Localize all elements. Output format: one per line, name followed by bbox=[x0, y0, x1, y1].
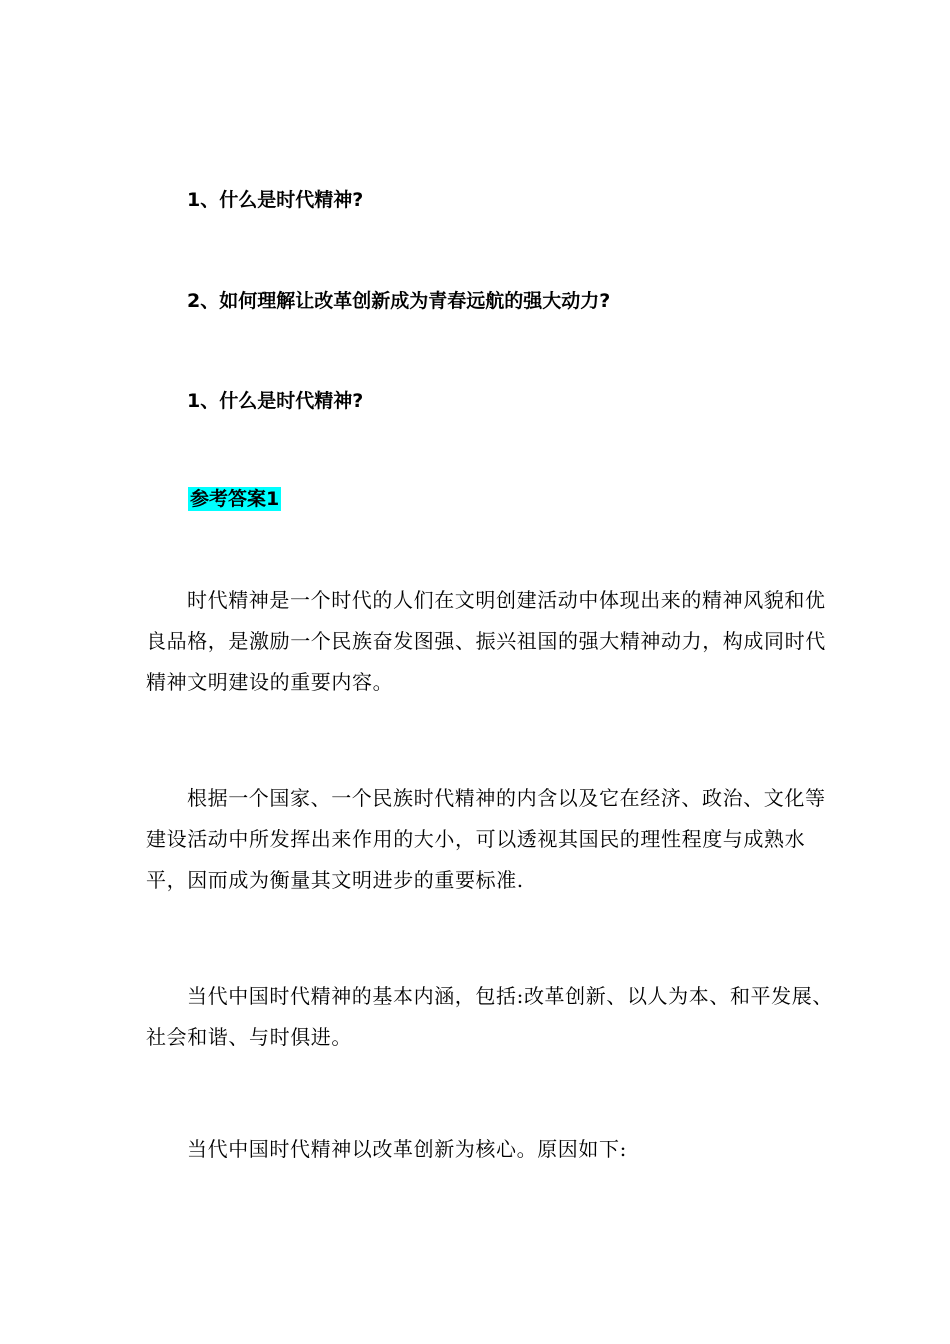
answer-paragraph-1: 时代精神是一个时代的人们在文明创建活动中体现出来的精神风貌和优良品格，是激励一个民族奋发图强、振兴祖国的强大精神动力，构成同时代精神文明建设的重要内容。 bbox=[146, 588, 826, 694]
answer-paragraph-4: 当代中国时代精神以改革创新为核心。原因如下: bbox=[187, 1137, 627, 1161]
question-2-heading: 2、如何理解让改革创新成为青春远航的强大动力? bbox=[187, 290, 611, 312]
question-1-repeat-heading: 1、什么是时代精神? bbox=[187, 390, 364, 412]
question-1-heading: 1、什么是时代精神? bbox=[187, 189, 364, 211]
reference-answer-label: 参考答案1 bbox=[190, 488, 280, 510]
answer-paragraph-3: 当代中国时代精神的基本内涵，包括:改革创新、以人为本、和平发展、社会和谐、与时俱进。 bbox=[146, 984, 833, 1049]
answer-paragraph-2: 根据一个国家、一个民族时代精神的内含以及它在经济、政治、文化等建设活动中所发挥出来作用的大小，可以透视其国民的理性程度与成熟水平，因而成为衡量其文明进步的重要标准. bbox=[146, 786, 826, 892]
